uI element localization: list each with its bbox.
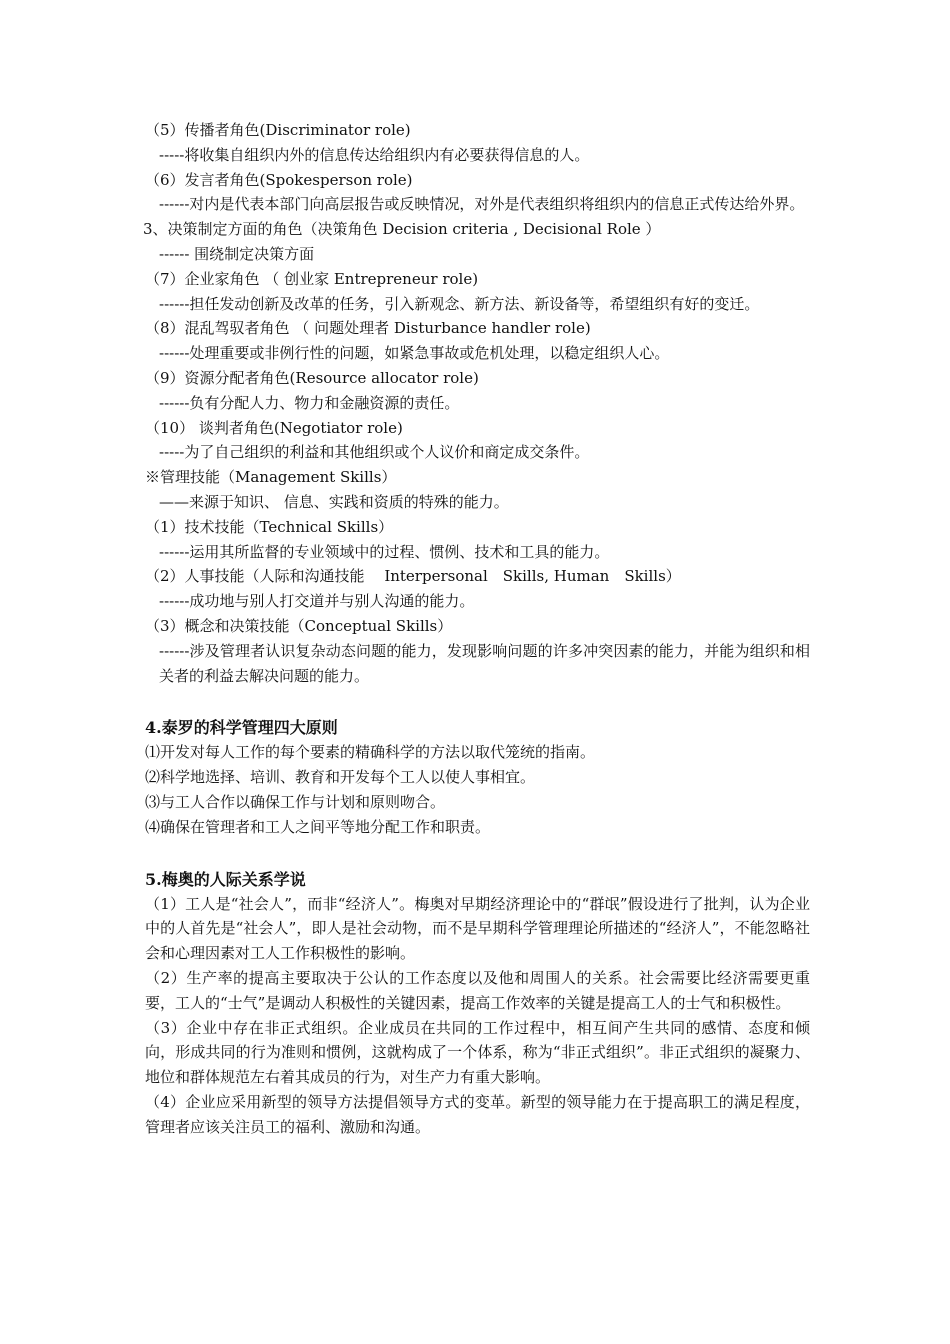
skill-2-desc: ------成功地与别人打交道并与别人沟通的能力。: [159, 592, 475, 611]
taylor-heading: 4.泰罗的科学管理四大原则: [145, 718, 338, 738]
skill-2-title: （2）人事技能（人际和沟通技能 Interpersonal Skills, Human Skills）: [145, 567, 681, 586]
role-6-title: （6）发言者角色(Spokesperson role): [145, 170, 413, 189]
role-5-desc: -----将收集自组织内外的信息传达给组织内有必要获得信息的人。: [159, 145, 590, 164]
role-6-desc: ------对内是代表本部门向高层报告或反映情况，对外是代表组织将组织内的信息正式传达给外界。: [159, 195, 805, 214]
skills-heading: ※管理技能（Management Skills）: [145, 468, 397, 487]
skill-1-desc: ------运用其所监督的专业领域中的过程、惯例、技术和工具的能力。: [159, 542, 610, 561]
role-7-title: （7）企业家角色 （ 创业家 Entrepreneur role): [145, 269, 479, 288]
taylor-item: ⑵科学地选择、培训、教育和开发每个工人以使人事相宜。: [145, 768, 536, 787]
skill-3-desc: ------涉及管理者认识复杂动态问题的能力，发现影响问题的许多冲突因素的能力，并能为组织和相关者的利益去解决问题的能力。: [159, 641, 810, 685]
mayo-paragraph: （3）企业中存在非正式组织。企业成员在共同的工作过程中，相互间产生共同的感情、态度和倾向，形成共同的行为准则和惯例，这就构成了一个体系，称为“非正式组织”。非正式组织的凝聚力、地位和群体规范左右着其成员的行为，对生产力有重大影响。: [145, 1018, 810, 1087]
taylor-item: ⑴开发对每人工作的每个要素的精确科学的方法以取代笼统的指南。: [145, 743, 596, 762]
skills-desc: ——来源于知识、 信息、实践和资质的特殊的能力。: [159, 492, 509, 511]
mayo-paragraph: （2）生产率的提高主要取决于公认的工作态度以及他和周围人的关系。社会需要比经济需要更重要，工人的“士气”是调动人积极性的关键因素，提高工作效率的关键是提高工人的士气和积极性。: [145, 968, 810, 1012]
role-10-title: （10） 谈判者角色(Negotiator role): [145, 418, 403, 437]
mayo-heading: 5.梅奥的人际关系学说: [145, 869, 306, 889]
taylor-item: ⑷确保在管理者和工人之间平等地分配工作和职责。: [145, 817, 491, 836]
role-9-title: （9）资源分配者角色(Resource allocator role): [145, 368, 479, 387]
role-8-title: （8）混乱驾驭者角色 （ 问题处理者 Disturbance handler role): [145, 319, 591, 338]
role-9-desc: ------负有分配人力、物力和金融资源的责任。: [159, 393, 460, 412]
skill-3-title: （3）概念和决策技能（Conceptual Skills）: [145, 616, 453, 635]
role-8-desc: ------处理重要或非例行性的问题，如紧急事故或危机处理，以稳定组织人心。: [159, 344, 670, 363]
skill-1-title: （1）技术技能（Technical Skills）: [145, 517, 394, 536]
role-10-desc: -----为了自己组织的利益和其他组织或个人议价和商定成交条件。: [159, 443, 590, 462]
mayo-paragraph: （1）工人是“社会人”，而非“经济人”。梅奥对早期经济理论中的“群氓”假设进行了批判，认为企业中的人首先是“社会人”，即人是社会动物，而不是早期科学管理理论所描述的“经济人”，不能忽略社会和心理因素对工人工作积极性的影响。: [145, 894, 810, 963]
decision-roles-heading: 3、决策制定方面的角色（决策角色 Decision criteria , Decisional Role ）: [143, 220, 661, 239]
mayo-paragraph: （4）企业应采用新型的领导方法提倡领导方式的变革。新型的领导能力在于提高职工的满足程度，管理者应该关注员工的福利、激励和沟通。: [145, 1092, 810, 1136]
decision-roles-desc: ------ 围绕制定决策方面: [159, 244, 315, 263]
role-5-title: （5）传播者角色(Discriminator role): [145, 121, 411, 139]
document-page: [145, 118, 810, 1139]
role-7-desc: ------担任发动创新及改革的任务，引入新观念、新方法、新设备等，希望组织有好的变迁。: [159, 294, 760, 313]
taylor-item: ⑶与工人合作以确保工作与计划和原则吻合。: [145, 792, 446, 811]
